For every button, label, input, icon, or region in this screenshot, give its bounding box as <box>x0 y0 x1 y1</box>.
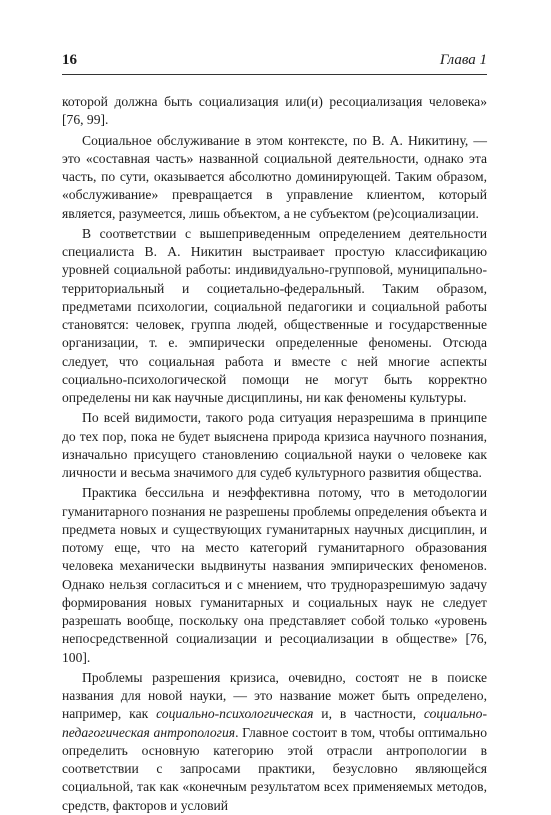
running-head: Глава 1 <box>439 52 487 68</box>
italic-term: социально-педагогическая антропология <box>62 706 487 740</box>
text-segment: . Главное состоит в том, чтобы оптимально определить основную категорию этой отрасли антропологии в соответствии с запросами практики, безусловно являющейся социальной, так как «конечным результатом всех применяемых методов, средств, факторов и условий <box>62 724 488 813</box>
paragraph <box>62 93 487 130</box>
text-segment: В соответствии с вышеприведенным определением деятельности специалиста В. А. Никитин выстраивает простую классификацию уровней социальной работы: индивидуально-групповой, муниципально-территориальный и социетально-федеральный. Таким образом, предметами психологии, социальной педагогики и социальной работы становятся: человек, группа людей, общественные и государственные организации, т. е. эмпирически определенные феномены. Отсюда следует, что социальная работа и вместе с ней многие аспекты социально-психологической помощи не могут быть корректно определены ни как научные дисциплины, ни как феномены культуры. <box>62 225 487 405</box>
text-segment: По всей видимости, такого рода ситуация неразрешима в принципе до тех пор, пока не будет выяснена природа кризиса научного познания, изначально присущего становлению социальной науки о человеке как личности и весьма значимого для судеб культурного развития общества. <box>62 410 487 480</box>
text-segment: и, в частности, <box>313 706 424 722</box>
paragraph <box>62 132 487 223</box>
italic-term: социально-психологическая <box>156 706 314 722</box>
text-segment: Практика бессильна и неэффективна потому, что в методологии гуманитарного познания не разрешены проблемы определения объекта и предмета новых и существующих гуманитарных научных дисциплин, и потому еще, что на место категорий гуманитарного образования человека механически выдвинуты названия эмпирических феноменов. Однако нельзя согласиться и с мнением, что трудноразрешимую задачу формирования новых гуманитарных и социальных наук не следует разрешать вообще, поскольку она представляет собой только «уровень непосредственной социализации и ресоциализации в обществе» [76, 100]. <box>62 485 487 665</box>
paragraph <box>62 409 487 482</box>
page-header <box>62 50 487 75</box>
text-segment: Проблемы разрешения кризиса, очевидно, состоят не в поиске названия для новой науки, — это название может быть определено, например, как <box>62 669 487 722</box>
text-segment: Социальное обслуживание в этом контексте, по В. А. Никитину, — это «составная часть» названной социальной деятельности, однако эта часть, по сути, оказывается абсолютно доминирующей. Таким образом, «обслуживание» превращается в управление клиентом, который является, разумеется, лишь объектом, а не субъектом (ре)социализации. <box>62 132 487 221</box>
paragraph <box>62 484 487 667</box>
paragraph <box>62 225 487 408</box>
text-segment: которой должна быть социализация или(и) ресоциализация человека» [76, 99]. <box>62 94 487 128</box>
page-number: 16 <box>62 52 77 68</box>
body-text <box>62 93 487 815</box>
paragraph <box>62 669 487 815</box>
